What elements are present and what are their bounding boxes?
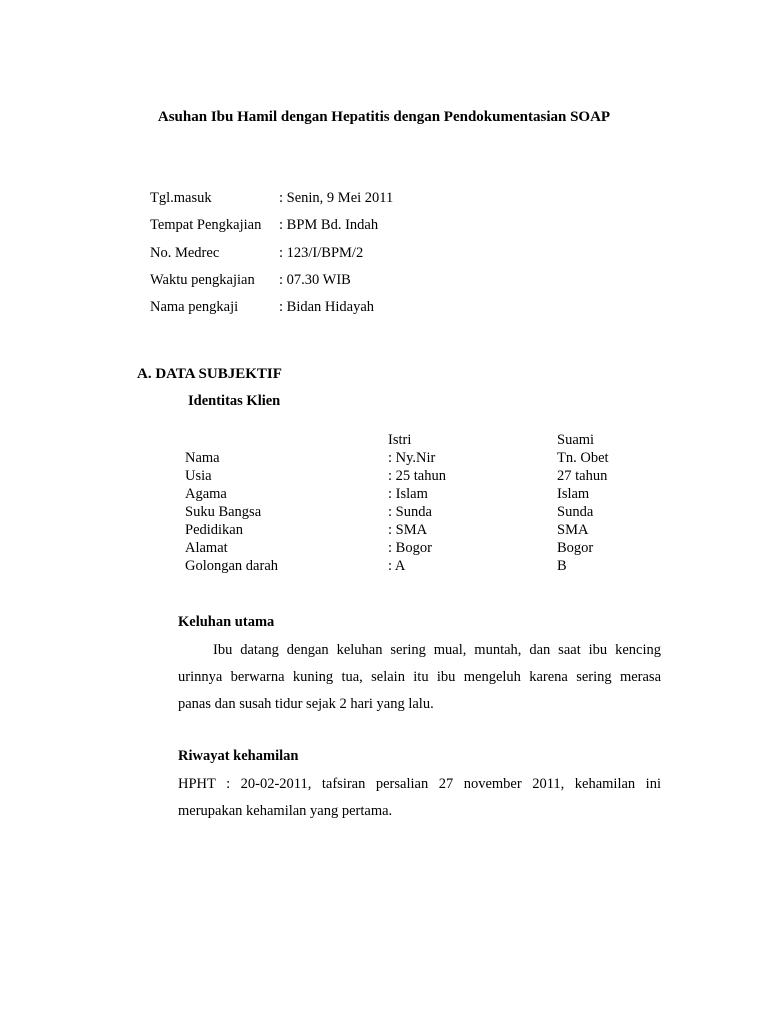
suami-value: Tn. Obet: [557, 450, 609, 466]
meta-value-nama-pengkaji: : Bidan Hidayah: [279, 299, 375, 315]
column-header-istri: Istri: [388, 432, 412, 448]
istri-value: : SMA: [388, 522, 428, 538]
suami-value: B: [557, 558, 567, 574]
row-label: Golongan darah: [185, 558, 279, 574]
paragraph-line: urinnya berwarna kuning tua, selain itu ibu mengeluh karena sering merasa: [178, 669, 661, 685]
column-header-suami: Suami: [557, 432, 595, 448]
suami-value: 27 tahun: [557, 468, 608, 484]
istri-value: : Bogor: [388, 540, 432, 556]
riwayat-kehamilan-heading: Riwayat kehamilan: [178, 748, 299, 764]
istri-value: : Ny.Nir: [388, 450, 436, 466]
keluhan-utama-paragraph: [178, 637, 661, 718]
row-label: Nama: [185, 450, 220, 466]
meta-value-no-medrec: : 123/I/BPM/2: [279, 245, 364, 261]
identitas-klien-heading: Identitas Klien: [188, 393, 281, 409]
paragraph-line: panas dan susah tidur sejak 2 hari yang lalu.: [178, 696, 434, 712]
riwayat-kehamilan-paragraph: [178, 771, 661, 825]
row-label: Suku Bangsa: [185, 504, 262, 520]
row-label: Agama: [185, 486, 227, 502]
istri-value: : Islam: [388, 486, 428, 502]
meta-value-tempat-pengkajian: : BPM Bd. Indah: [279, 217, 379, 233]
istri-value: : Sunda: [388, 504, 432, 520]
meta-value-tgl-masuk: : Senin, 9 Mei 2011: [279, 190, 394, 206]
row-label: Pedidikan: [185, 522, 243, 538]
paragraph-line: HPHT : 20-02-2011, tafsiran persalian 27 november 2011, kehamilan ini: [178, 776, 661, 792]
meta-value-waktu-pengkajian: : 07.30 WIB: [279, 272, 351, 288]
istri-value: : 25 tahun: [388, 468, 446, 484]
section-heading-data-subjektif: A. DATA SUBJEKTIF: [137, 366, 282, 382]
meta-label-waktu-pengkajian: Waktu pengkajian: [150, 272, 255, 288]
row-label: Alamat: [185, 540, 228, 556]
keluhan-utama-heading: Keluhan utama: [178, 614, 275, 630]
suami-value: Bogor: [557, 540, 594, 556]
paragraph-line: merupakan kehamilan yang pertama.: [178, 803, 393, 819]
meta-label-no-medrec: No. Medrec: [150, 245, 220, 261]
istri-value: : A: [388, 558, 406, 574]
suami-value: Islam: [557, 486, 590, 502]
row-label: Usia: [185, 468, 212, 484]
meta-label-tempat-pengkajian: Tempat Pengkajian: [150, 217, 262, 233]
meta-label-tgl-masuk: Tgl.masuk: [150, 190, 212, 206]
meta-label-nama-pengkaji: Nama pengkaji: [150, 299, 239, 315]
document-title: Asuhan Ibu Hamil dengan Hepatitis dengan Pendokumentasian SOAP: [157, 109, 611, 125]
suami-value: Sunda: [557, 504, 594, 520]
suami-value: SMA: [557, 522, 589, 538]
paragraph-line: Ibu datang dengan keluhan sering mual, muntah, dan saat ibu kencing: [213, 642, 661, 658]
